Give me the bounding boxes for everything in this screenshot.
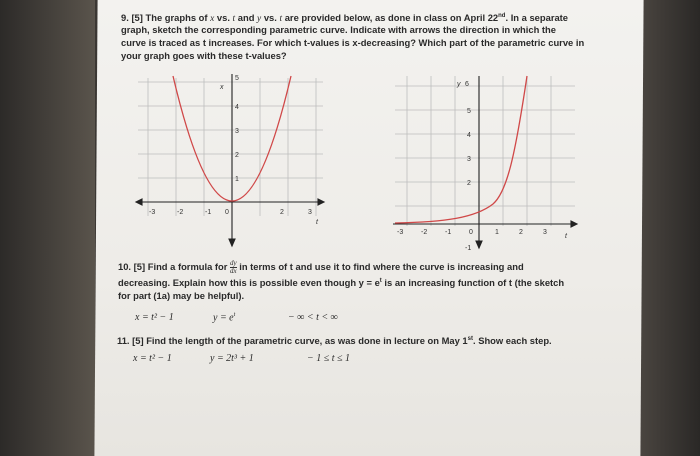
x-tick-3: 3 [308,209,312,216]
y-tick-neg1: -1 [465,245,472,251]
x-axis-label: t [316,219,318,226]
y-tick-1: 1 [235,176,239,183]
x-axis-label: t [565,233,567,240]
x-tick-neg1: -1 [205,209,212,216]
problem-10-line-2: decreasing. Explain how this is possible even though $y = e^t$ is an increasing function of t (the sketch [118,277,565,289]
problem-10-eq-range: − ∞ < t < ∞ [288,312,338,323]
y-tick-2: 2 [235,152,239,159]
problem-9-line-2: graph, sketch the corresponding parametric curve. Indicate with arrows the direction in which the [121,24,556,35]
y-tick-5: 5 [467,108,471,115]
problem-10-line-3: for part (1a) may be helpful). [118,290,245,301]
x-tick-2: 2 [519,229,523,236]
y-axis-label: x [220,84,224,91]
x-tick-1: 1 [495,229,499,236]
x-tick-neg1: -1 [445,229,452,236]
problem-11-line-1: 11. [5] Find the length of the parametric curve, as was done in lecture on May 1st. Show each step. [117,335,552,347]
problem-9-line-1: 9. [5] The graphs of x vs. t and y vs. t are provided below, as done in class on April 22nd. In a separate [121,12,569,25]
graph-y-vs-t [385,66,585,251]
fraction-dy-dx: $\frac{dy}{dx}$ [230,259,237,276]
problem-9-line-3: curve is traced as t increases. For which t-values is x-decreasing? Which part of the parametric curve in [121,37,585,48]
problem-11-eq-y: y = 2t³ + 1 [210,353,254,364]
grid-lines [138,78,323,216]
y-tick-top: 6 [465,81,469,88]
problem-10-eq-y: $y = e^t$ [213,312,236,324]
graph-x-vs-t [128,66,328,251]
x-tick-neg2: -2 [177,209,184,216]
background-right [640,0,700,456]
axes [136,74,324,246]
x-tick-neg2: -2 [421,229,428,236]
problem-11-eq-x: x = t² − 1 [133,353,172,364]
y-tick-3: 3 [235,128,239,135]
problem-10-line-1: 10. [5] Find a formula for $\frac{dy}{dx}$ in terms of t and use it to find where the curve is increasing and [118,259,524,276]
problem-10-eq-x: x = t² − 1 [135,312,174,323]
x-tick-neg3: -3 [397,229,404,236]
curve-y-e-to-t [395,76,527,223]
y-tick-top: 5 [235,75,239,82]
grid-lines [395,76,575,226]
x-tick-3: 3 [543,229,547,236]
y-tick-3: 3 [467,156,471,163]
y-tick-2: 2 [467,180,471,187]
problem-9-line-4: your graph goes with these t-values? [121,50,287,61]
y-axis-label: y [457,81,461,88]
x-tick-2: 2 [280,209,284,216]
x-tick-0: 0 [469,229,473,236]
y-tick-4: 4 [235,104,239,111]
background-left [0,0,95,456]
x-tick-0: 0 [225,209,229,216]
y-tick-4: 4 [467,132,471,139]
problem-11-eq-range: − 1 ≤ t ≤ 1 [307,353,351,364]
x-tick-neg3: -3 [149,209,156,216]
